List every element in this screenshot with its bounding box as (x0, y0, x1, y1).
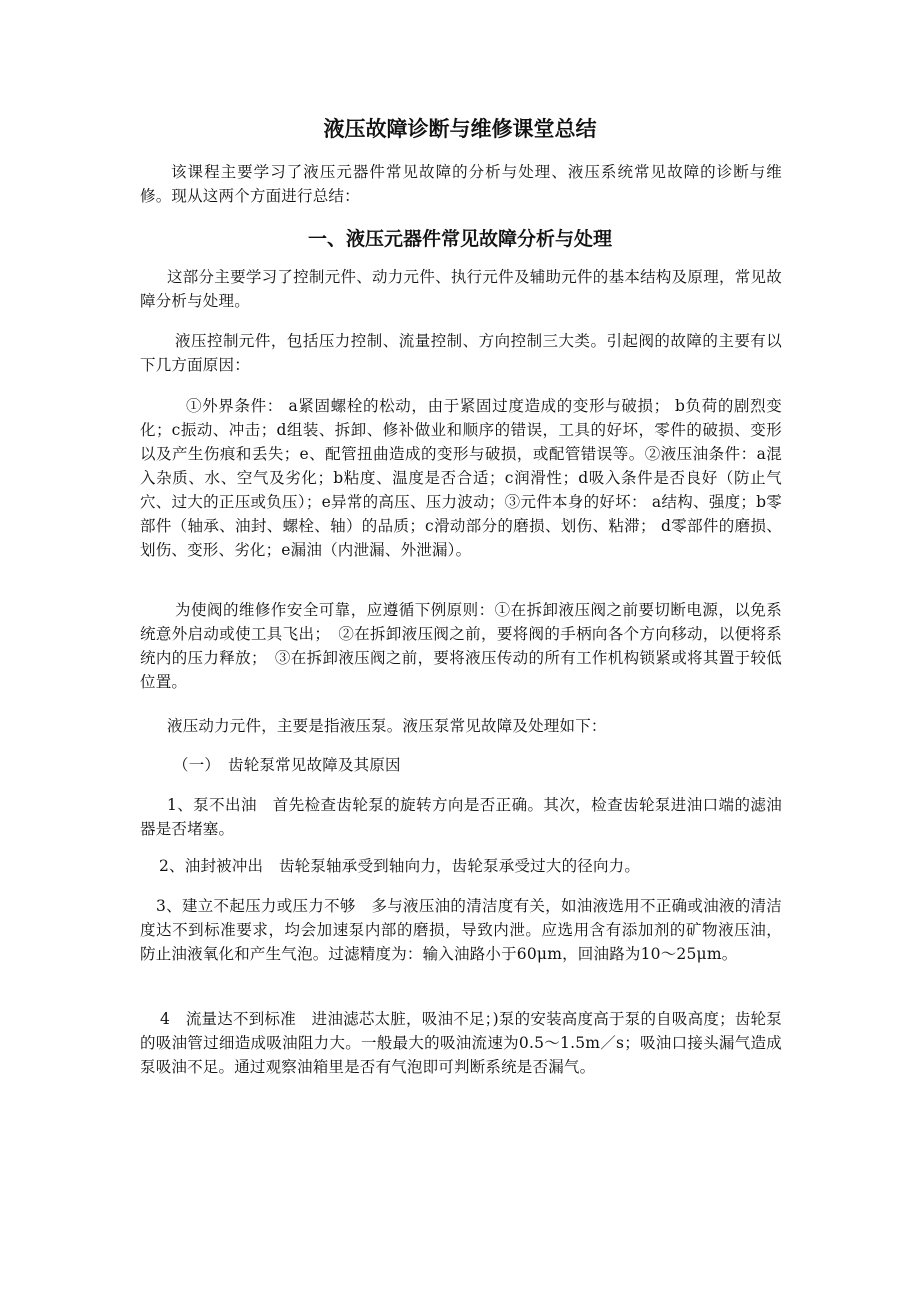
intro-paragraph: 该课程主要学习了液压元器件常见故障的分析与处理、液压系统常见故障的诊断与维修。现从这两个方面进行总结： (140, 163, 782, 205)
body-paragraph: ①外界条件： a紧固螺栓的松动，由于紧固过度造成的变形与破损； b负荷的剧烈变化；c振动、冲击；d组装、拆卸、修补做业和顺序的错误，工具的好坏，零件的破损、变形以及产生伤痕和丢失；e、配管扭曲造成的变形与破损，或配管错误等。②液压油条件：a混入杂质、水、空气及劣化；b粘度、温度是否合适；c润滑性；d吸入条件是否良好（防止气穴、过大的正压或负压）；e异常的高压、压力波动；③元件本身的好坏： a结构、强度；b零部件（轴承、油封、螺栓、轴）的品质；c滑动部分的磨损、划伤、粘滞； d零部件的磨损、划伤、变形、劣化；e漏油（内泄漏、外泄漏）。 (140, 397, 782, 559)
body-paragraph: 液压动力元件，主要是指液压泵。液压泵常见故障及处理如下： (167, 717, 607, 735)
body-paragraph: 为使阀的维修作安全可靠，应遵循下例原则：①在拆卸液压阀之前要切断电源，以免系统意外启动或使工具飞出； ②在拆卸液压阀之前，要将阀的手柄向各个方向移动，以便将系统内的压力释放； ③在拆卸液压阀之前，要将液压传动的所有工作机构锁紧或将其置于较低位置。 (140, 601, 782, 691)
body-paragraph: 1、泵不出油 首先检查齿轮泵的旋转方向是否正确。其次，检查齿轮泵进油口端的滤油器是否堵塞。 (140, 796, 782, 838)
body-paragraph: 液压控制元件，包括压力控制、流量控制、方向控制三大类。引起阀的故障的主要有以下几方面原因： (140, 332, 782, 374)
body-paragraph: 4 流量达不到标准 进油滤芯太脏，吸油不足；)泵的安装高度高于泵的自吸高度；齿轮泵的吸油管过细造成吸油阻力大。一般最大的吸油流速为0.5～1.5m／s；吸油口接头漏气造成泵吸油不足。通过观察油箱里是否有气泡即可判断系统是否漏气。 (140, 1010, 782, 1076)
body-paragraph: 3、建立不起压力或压力不够 多与液压油的清洁度有关，如油液选用不正确或油液的清洁度达不到标准要求，均会加速泵内部的磨损，导致内泄。应选用含有添加剂的矿物液压油，防止油液氧化和产生气泡。过滤精度为：输入油路小于60μm，回油路为10～25μm。 (140, 897, 782, 963)
page-title: 液压故障诊断与维修课堂总结 (323, 117, 597, 141)
body-paragraph: 这部分主要学习了控制元件、动力元件、执行元件及辅助元件的基本结构及原理，常见故障分析与处理。 (140, 268, 782, 310)
body-paragraph: 2、油封被冲出 齿轮泵轴承受到轴向力，齿轮泵承受过大的径向力。 (159, 857, 641, 875)
section-heading: 一、液压元器件常见故障分析与处理 (307, 228, 612, 250)
subsection-heading: （一） 齿轮泵常见故障及其原因 (173, 756, 401, 774)
